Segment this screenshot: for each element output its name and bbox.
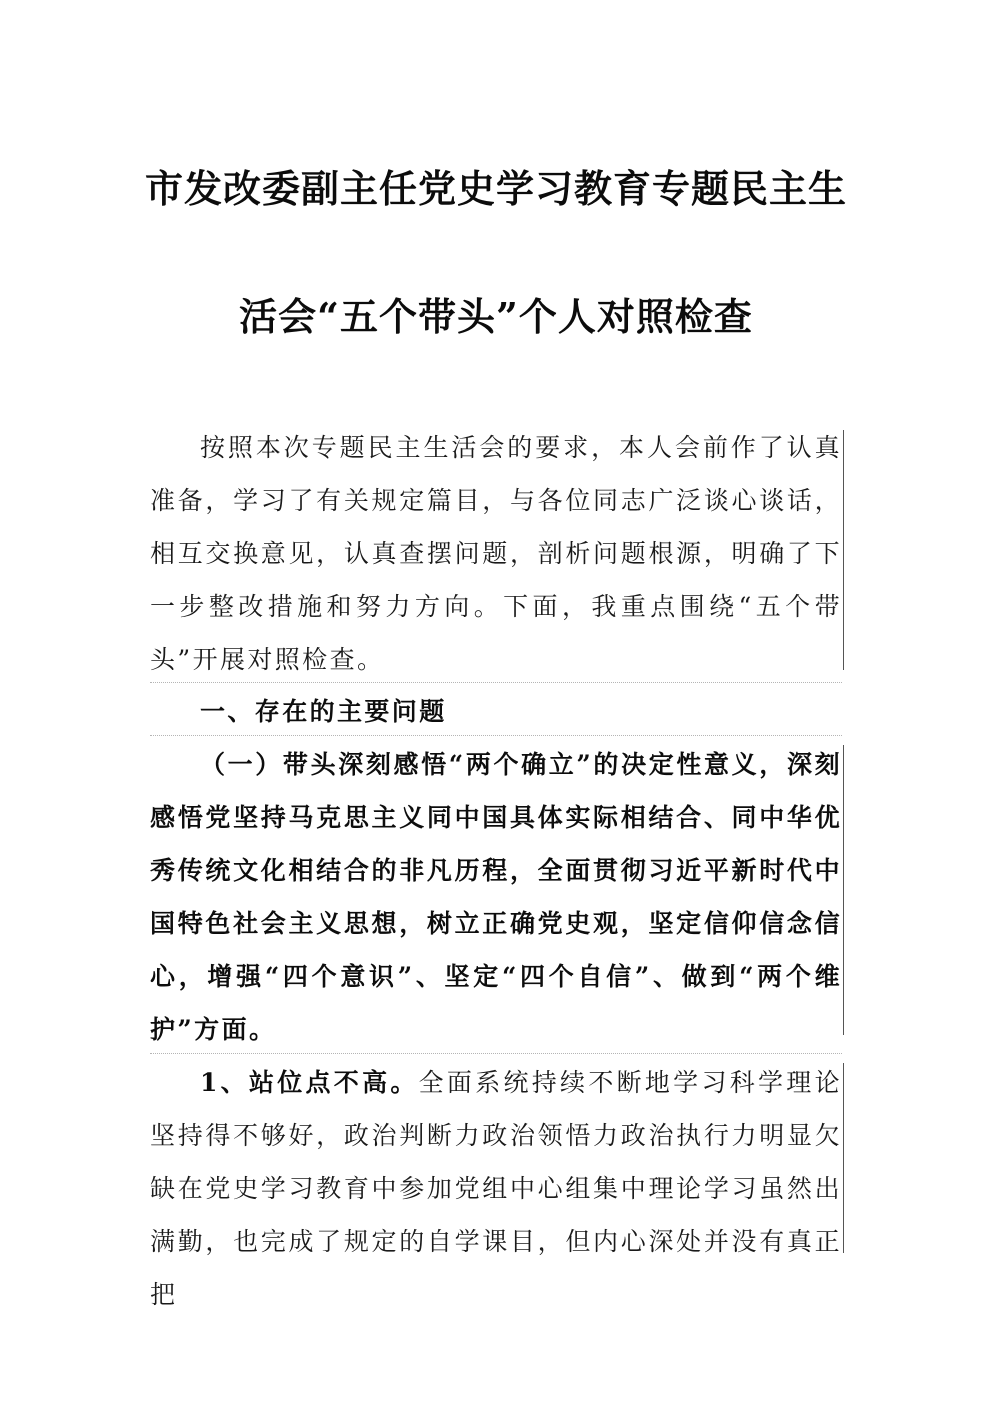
separator-line [150, 682, 842, 683]
right-edge-mark [843, 1063, 844, 1253]
separator-line [150, 1053, 842, 1054]
right-edge-mark [843, 430, 844, 670]
item-text: 全面系统持续不断地学习科学理论坚持得不够好，政治判断力政治领悟力政治执行力明显欠缺在党史学习教育中参加党组中心组集中理论学习虽然出满勤，也完成了规定的自学课目，但内心深处并没有真正把 [150, 1068, 842, 1309]
document-title-line-1: 市发改委副主任党史学习教育专题民主生 [144, 166, 847, 211]
section-heading: 一、存在的主要问题 [200, 697, 447, 726]
intro-paragraph: 按照本次专题民主生活会的要求，本人会前作了认真准备，学习了有关规定篇目，与各位同志广泛谈心谈话，相互交换意见，认真查摆问题，剖析问题根源，明确了下一步整改措施和努力方向。下面，我重点围绕“五个带头”开展对照检查。 [150, 433, 842, 674]
item-lead: 1、站位点不高。 [200, 1068, 419, 1097]
right-edge-mark [843, 745, 844, 1035]
item-paragraph [150, 1056, 842, 1321]
separator-line [150, 735, 842, 736]
document-title-line-2: 活会“五个带头”个人对照检查 [239, 294, 753, 339]
subsection-heading: （一）带头深刻感悟“两个确立”的决定性意义，深刻感悟党坚持马克思主义同中国具体实际相结合、同中华优秀传统文化相结合的非凡历程，全面贯彻习近平新时代中国特色社会主义思想，树立正确党史观，坚定信仰信念信心，增强“四个意识”、坚定“四个自信”、做到“两个维护”方面。 [150, 750, 842, 1044]
